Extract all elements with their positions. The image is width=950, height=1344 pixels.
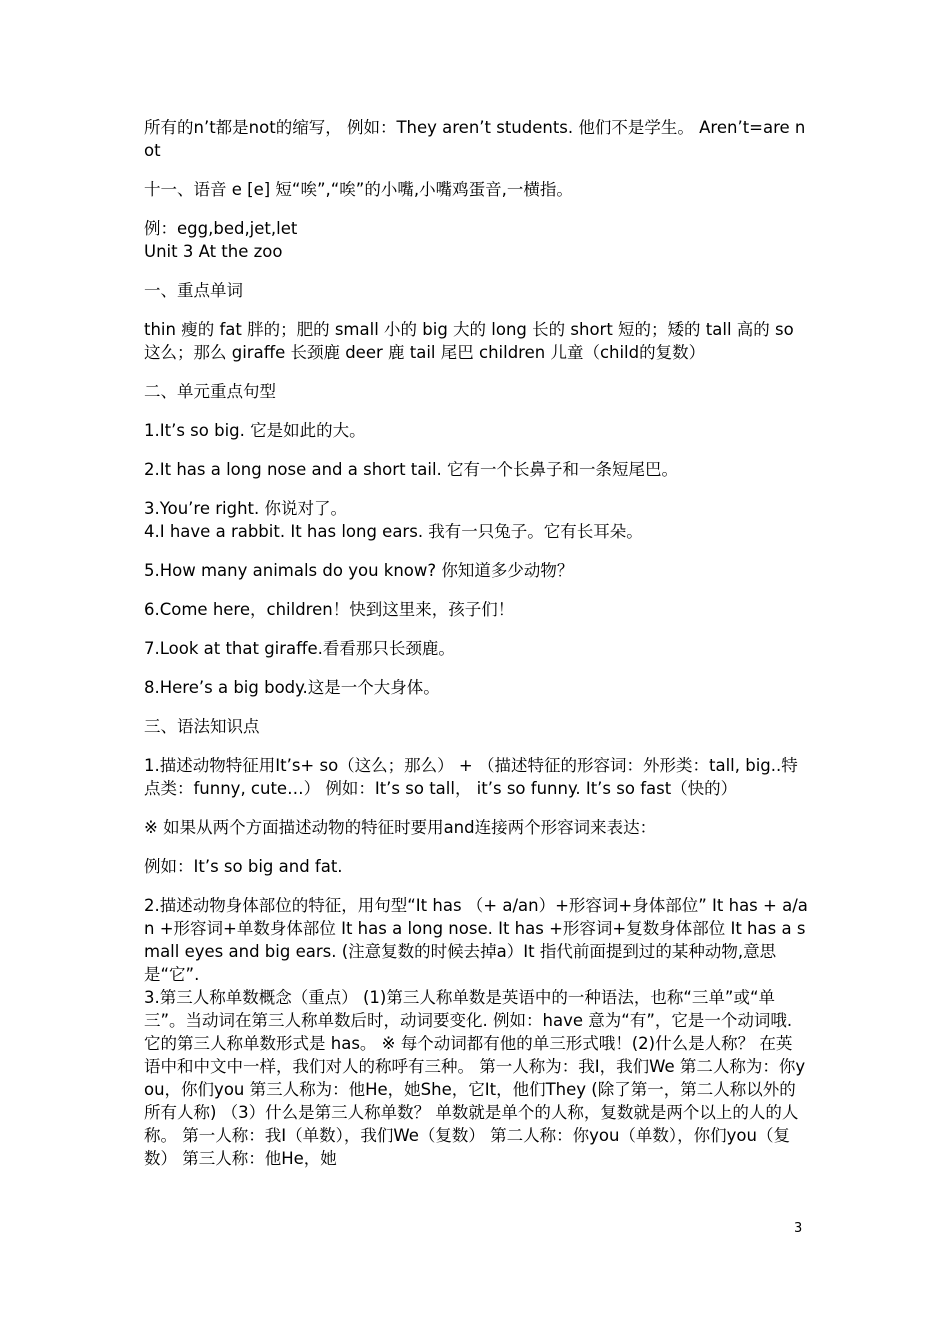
sentence-item: 8.Here’s a big body.这是一个大身体。 [144, 678, 440, 697]
grammar-point: 3.第三人称单数概念（重点） (1)第三人称单数是英语中的一种语法，也称“三单”或“单三”。当动词在第三人称单数后时，动词要变化. 例如：have 意为“有”，它是一个动词哦. 它的第三人称单数形式是 has。 ※ 每个动词都有他的单三形式哦！(2)什么是人称？ 在英语中和中文中一样，我们对人的称呼有三种。 第一人称为：我I，我们We 第二人称为：你you，你们you 第三人称为：他He，她She，它It，他们They (除了第一，第二人称以外的所有人称) （3）什么是第三人称单数？ 单数就是单个的人称，复数就是两个以上的人的人称。 第一人称：我I（单数），我们We（复数） 第二人称：你you（单数），你们you（复数） 第三人称：他He，她 [144, 988, 806, 1168]
sentence-item: 1.It’s so big. 它是如此的大。 [144, 421, 366, 440]
grammar-example: 例如：It’s so big and fat. [144, 857, 343, 876]
sentence-item: 3.You’re right. 你说对了。 [144, 499, 348, 518]
section-heading-grammar: 三、语法知识点 [144, 717, 260, 736]
paragraph-contractions-note: 所有的n’t都是not的缩写， 例如：They aren’t students. 他们不是学生。 Aren’t=are not [144, 118, 806, 160]
grammar-point: 1.描述动物特征用It’s+ so（这么；那么） + （描述特征的形容词：外形类：tall, big..特点类：funny, cute…） 例如：It’s so tall， it’s so funny. It’s so fast（快的） [144, 756, 798, 798]
grammar-point: 2.描述动物身体部位的特征，用句型“It has （+ a/an）+形容词+身体部位” It has + a/an +形容词+单数身体部位 It has a long nose. It has +形容词+复数身体部位 It has a small eyes and big ears. (注意复数的时候去掉a）It 指代前面提到过的某种动物,意思是“它”. [144, 896, 808, 984]
section-heading-vocabulary: 一、重点单词 [144, 281, 243, 300]
paragraph-phonics-examples: 例：egg,bed,jet,let [144, 219, 298, 238]
grammar-note: ※ 如果从两个方面描述动物的特征时要用and连接两个形容词来表达： [144, 818, 657, 837]
sentence-item: 6.Come here，children！快到这里来，孩子们！ [144, 600, 515, 619]
page-number: 3 [794, 1221, 803, 1236]
unit-title: Unit 3 At the zoo [144, 242, 283, 261]
paragraph-phonics: 十一、语音 e [e] 短“唉”,“唉”的小嘴,小嘴鸡蛋音,一横指。 [144, 180, 573, 199]
document-body [144, 116, 808, 1170]
sentence-item: 4.I have a rabbit. It has long ears. 我有一只兔子。它有长耳朵。 [144, 522, 643, 541]
sentence-item: 5.How many animals do you know? 你知道多少动物？ [144, 561, 574, 580]
paragraph-vocabulary-list: thin 瘦的 fat 胖的；肥的 small 小的 big 大的 long 长的 short 短的；矮的 tall 高的 so 这么；那么 giraffe 长颈鹿 deer 鹿 tail 尾巴 children 儿童（child的复数） [144, 320, 794, 362]
sentence-item: 2.It has a long nose and a short tail. 它有一个长鼻子和一条短尾巴。 [144, 460, 679, 479]
section-heading-sentences: 二、单元重点句型 [144, 382, 276, 401]
sentence-item: 7.Look at that giraffe.看看那只长颈鹿。 [144, 639, 455, 658]
